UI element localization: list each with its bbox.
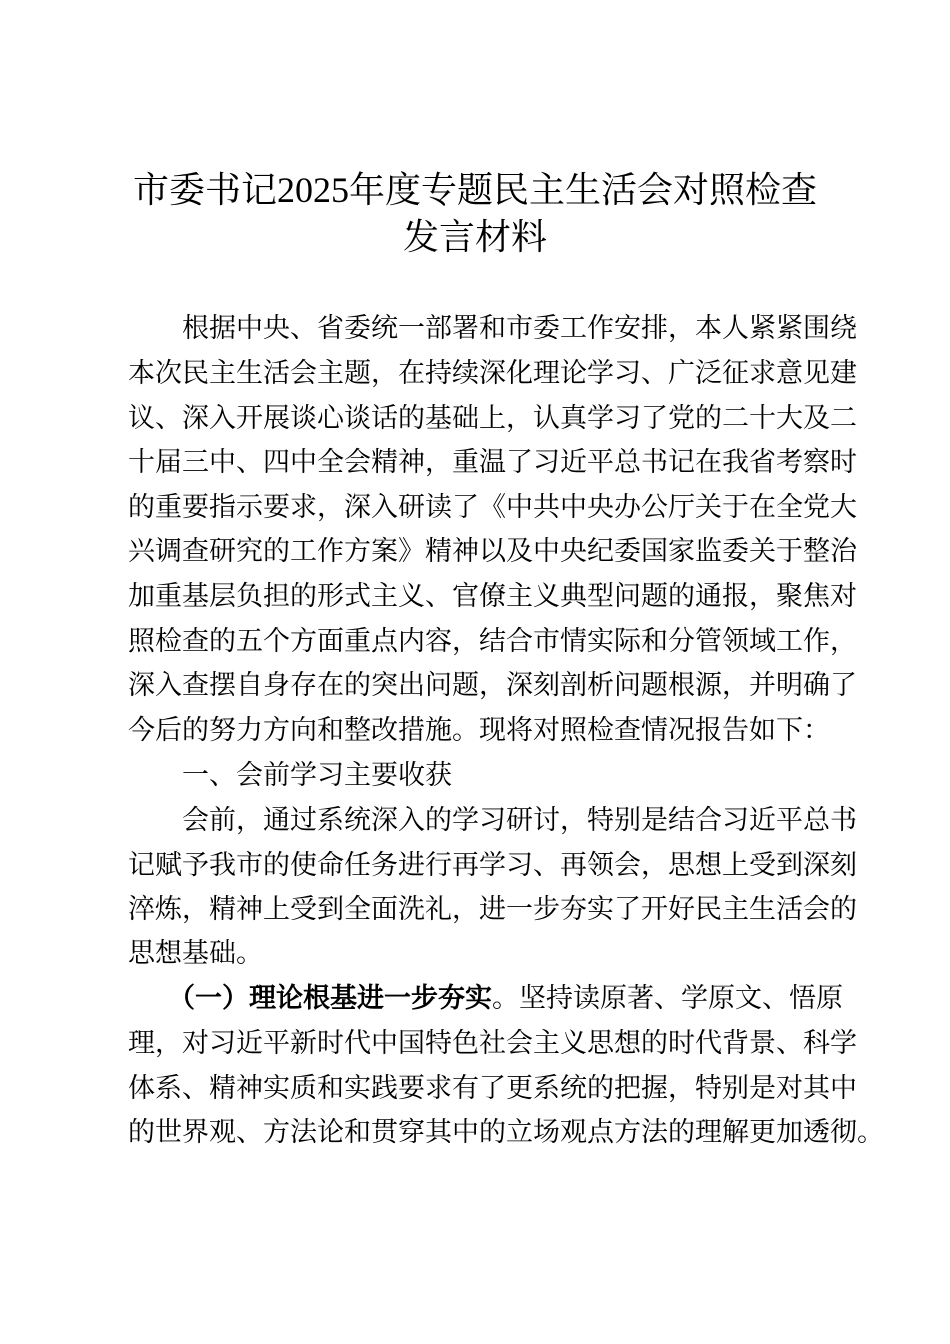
- text-line: 照检查的五个方面重点内容，结合市情实际和分管领域工作，: [128, 626, 857, 656]
- text-line: 淬炼，精神上受到全面洗礼，进一步夯实了开好民主生活会的: [128, 894, 857, 924]
- text-line: 理，对习近平新时代中国特色社会主义思想的时代背景、科学: [128, 1028, 857, 1058]
- section-heading: 一、会前学习主要收获: [182, 760, 452, 790]
- text-line: [128, 976, 843, 1021]
- text-line: 的重要指示要求，深入研读了《中共中央办公厅关于在全党大: [128, 492, 857, 522]
- text-line: 本次民主生活会主题，在持续深化理论学习、广泛征求意见建: [128, 358, 857, 388]
- text-line: 议、深入开展谈心谈话的基础上，认真学习了党的二十大及二: [128, 403, 857, 433]
- text-line: 会前，通过系统深入的学习研讨，特别是结合习近平总书: [182, 805, 857, 835]
- text-line: 根据中央、省委统一部署和市委工作安排，本人紧紧围绕: [182, 313, 857, 343]
- text-line: 记赋予我市的使命任务进行再学习、再领会，思想上受到深刻: [128, 850, 857, 880]
- text-line: 兴调查研究的工作方案》精神以及中央纪委国家监委关于整治: [128, 536, 857, 566]
- text-run: 。坚持读原著、学原文、悟原: [492, 983, 843, 1013]
- text-line: 深入查摆自身存在的突出问题，深刻剖析问题根源，并明确了: [128, 670, 857, 700]
- text-line: 加重基层负担的形式主义、官僚主义典型问题的通报，聚焦对: [128, 581, 857, 611]
- document-title-line-1: 市委书记2025年度专题民主生活会对照检查: [132, 170, 817, 210]
- text-line: 十届三中、四中全会精神，重温了习近平总书记在我省考察时: [128, 447, 857, 477]
- document-title-line-2: 发言材料: [402, 217, 547, 257]
- text-line: 今后的努力方向和整改措施。现将对照检查情况报告如下：: [128, 715, 830, 745]
- text-line: 体系、精神实质和实践要求有了更系统的把握，特别是对其中: [128, 1073, 857, 1103]
- text-line: 的世界观、方法论和贯穿其中的立场观点方法的理解更加透彻。: [128, 1117, 884, 1147]
- subsection-heading: （一）理论根基进一步夯实: [168, 983, 492, 1013]
- text-line: 思想基础。: [128, 938, 263, 968]
